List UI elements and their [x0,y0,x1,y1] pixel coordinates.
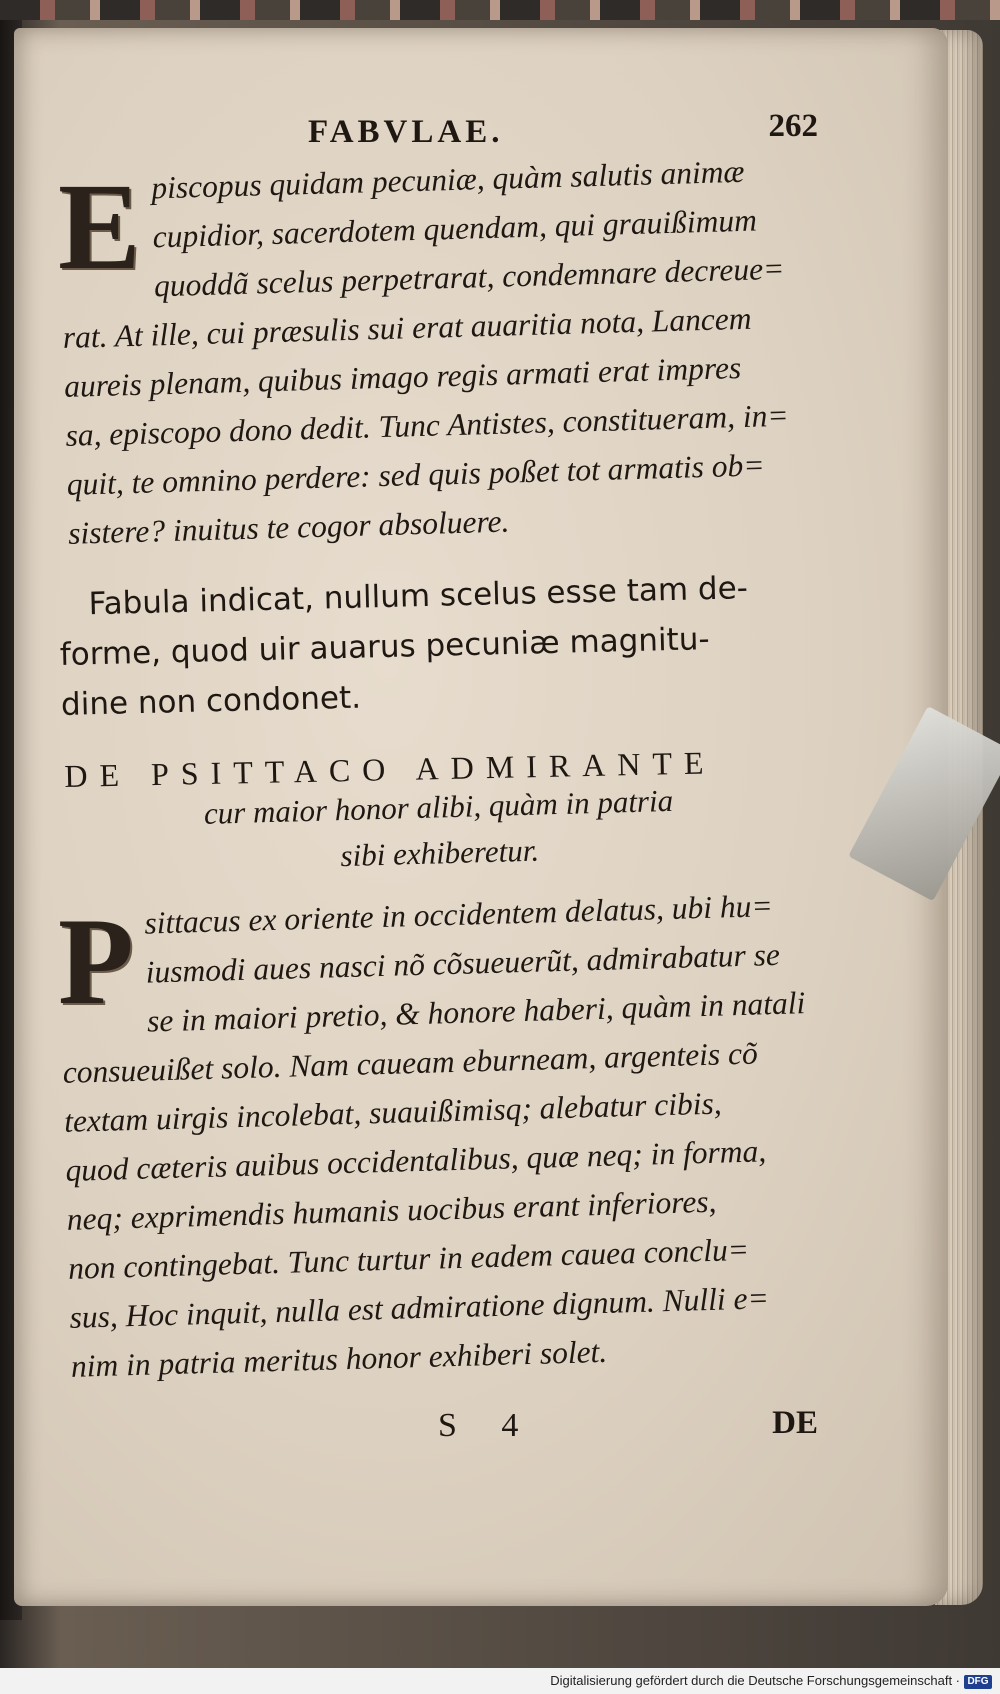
fable-episcopus [58,153,818,730]
page-number: 262 [768,108,818,144]
dfg-logo-icon: DFG [964,1675,992,1689]
binding-top-strip [0,0,1000,20]
subtitle-line: cur maior honor alibi, quàm in patria [203,782,674,831]
digitization-credit: Digitalisierung gefördert durch die Deutsche Forschungsgemeinschaft · [550,1673,960,1688]
text-line: sus, Hoc inquit, nulla est admiratione dignum. Nulli e= [69,1280,770,1335]
text-line: nim in patria meritus honor exhiberi solet. [70,1333,608,1384]
moral-line: dine non condonet. [60,679,362,723]
fable-body [58,880,831,1391]
text-line: quoddã scelus perpetrarat, condemnare decreue= [153,250,785,304]
moral-line: forme, quod uir auarus pecuniæ magnitu- [59,621,710,673]
text-line: rat. At ille, cui præsulis sui erat auaritia nota, Lancem [62,300,752,355]
text-line: quod cæteris auibus occidentalibus, quæ neq; in forma, [65,1133,767,1188]
signature-mark: S 4 [438,1407,537,1444]
fable-moral [58,561,821,730]
catchword: DE [772,1405,818,1441]
drop-cap-initial: P [58,893,134,1030]
text-line: neq; exprimendis humanis uocibus erant inferiores, [66,1183,717,1237]
text-line: textam uirgis incolebat, suauißimisq; alebatur cibis, [63,1085,723,1139]
text-line: sistere? inuitus te cogor absoluere. [67,503,510,551]
text-line: cupidior, sacerdotem quendam, qui grauißimum [152,202,758,255]
text-line: sa, episcopo dono dedit. Tunc Antistes, constitueram, in= [65,397,790,453]
fable-body [58,145,829,558]
text-line: se in maiori pretio, & honore haberi, quàm in natali [146,985,806,1039]
text-line: consueuißet solo. Nam caueam eburneam, argenteis cõ [62,1035,759,1090]
moral-line: Fabula indicat, nullum scelus esse tam de- [88,570,749,623]
page-text-block [58,108,818,1465]
text-line: non contingebat. Tunc turtur in eadem cauea conclu= [67,1231,750,1286]
drop-cap-initial: E [58,158,141,295]
credit-bar [0,1668,1000,1694]
running-head: FABVLAE. [308,114,504,150]
fable-title: DE PSITTACO ADMIRANTE [64,744,716,794]
page-footer [58,1405,818,1465]
subtitle-line: sibi exhiberetur. [340,832,540,874]
text-line: piscopus quidam pecuniæ, quàm salutis animæ [150,153,745,206]
text-line: quit, te omnino perdere: sed quis poßet tot armatis ob= [66,447,765,502]
text-line: iusmodi aues nasci nõ cõsueuerũt, admirabatur se [145,936,781,990]
text-line: aureis plenam, quibus imago regis armati erat impres [63,350,742,404]
text-line: sittacus ex oriente in occidentem delatus, ubi hu= [143,888,774,941]
fable-psittaco [58,888,818,1391]
